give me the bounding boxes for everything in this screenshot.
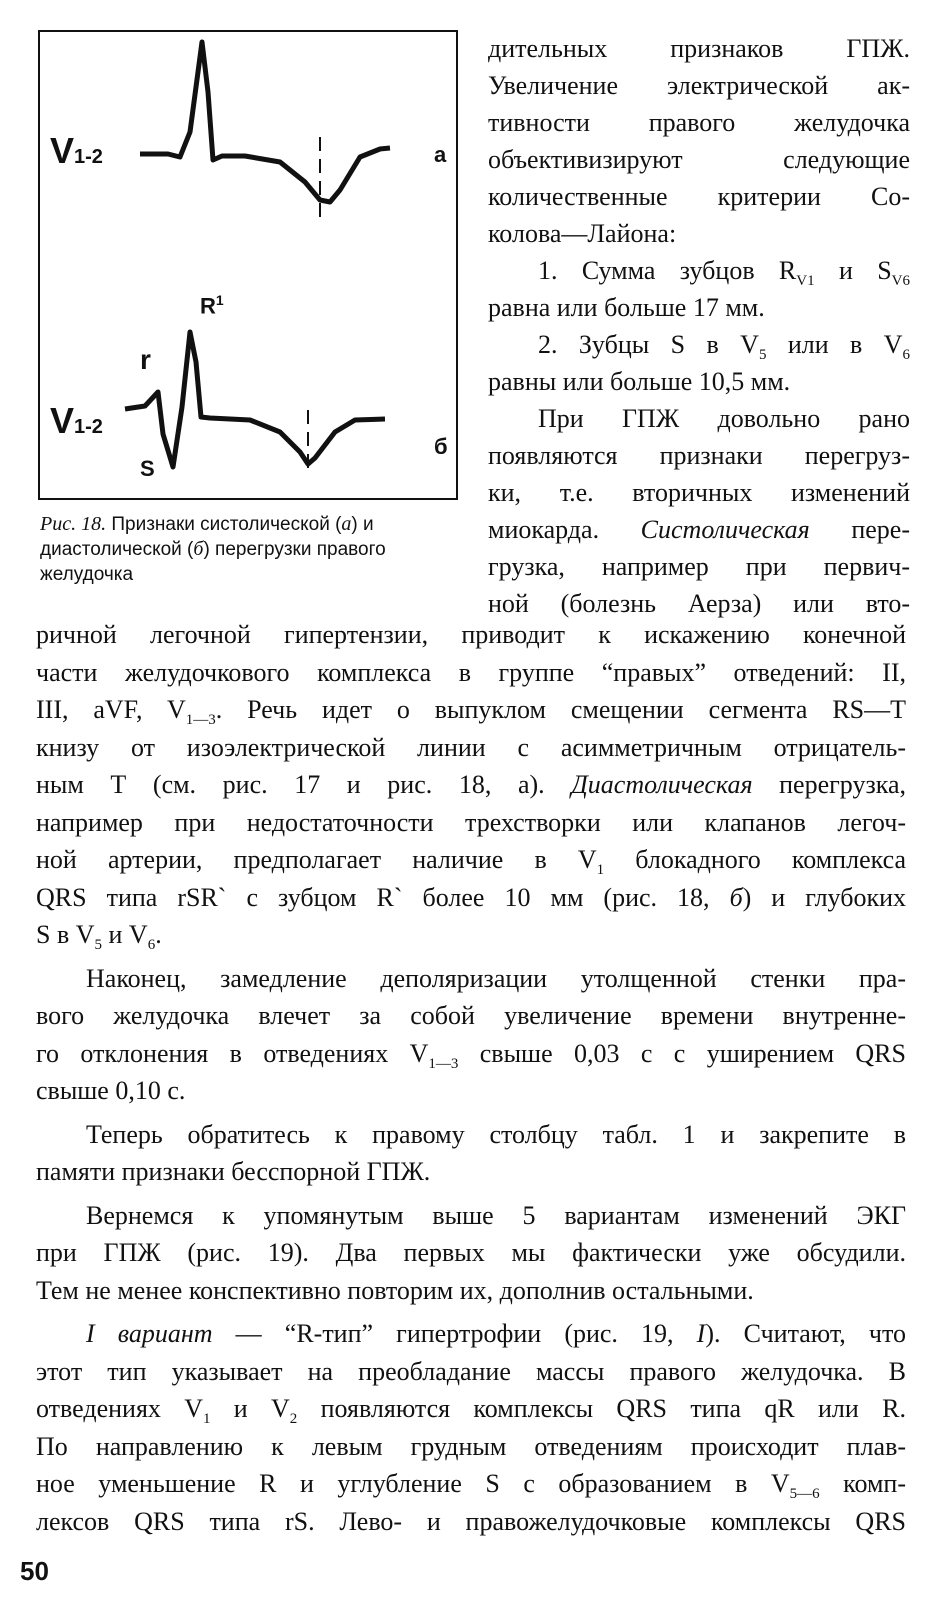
text-line: III, aVF, $V_{1—3}$. Речь идет о выпуклом смещении сегмента RS—T [36, 695, 907, 728]
text-line: количественные критерии Со- [488, 182, 910, 211]
text-line: части желудочкового комплекса в группе “правых” отведений: II, [36, 657, 906, 687]
ecg-trace-a [140, 42, 390, 202]
criterion-2: 2. Зубцы S в $V_5$ или в $V_6$ [538, 330, 911, 363]
text-line: памяти признаки бесспорной ГПЖ. [36, 1157, 431, 1186]
text-line: ки, т.е. вторичных изменений [488, 478, 910, 507]
text-line: Вернемся к упомянутым выше 5 вариантам изменений ЭКГ [86, 1200, 906, 1230]
text-line: например при недостаточности трехстворки или клапанов легоч- [36, 807, 906, 837]
page-number: 50 [20, 1556, 49, 1586]
ecg-figure [38, 30, 458, 500]
lead-label-a: V1-2 [50, 130, 103, 171]
main-text [36, 616, 906, 1540]
text-line: ной (болезнь Аерза) или вто- [488, 589, 910, 618]
text-line: появляются признаки перегруз- [488, 441, 910, 470]
text-line: книзу от изоэлектрической линии с асимметричным отрицатель- [36, 732, 906, 762]
panel-letter-a: a [434, 142, 447, 167]
text-line: объективизируют следующие [488, 145, 910, 174]
text-line: I вариант — “R-тип” гипертрофии (рис. 19, I). Считают, что [86, 1319, 906, 1348]
text-line: ное уменьшение R и углубление S с образованием в $V_{5—6}$ комп- [36, 1469, 906, 1502]
text-line: Наконец, замедление деполяризации утолщенной стенки пра- [86, 963, 906, 993]
text-line: S в $V_5$ и $V_6$. [36, 920, 162, 953]
r-prime-label: $R^1$ [200, 292, 224, 319]
text-line: ной артерии, предполагает наличие в $V_1$ блокадного комплекса [36, 845, 906, 878]
text-line: Теперь обратитесь к правому столбцу табл. 1 и закрепите в [86, 1119, 906, 1149]
lead-label-b: V1-2 [50, 400, 103, 441]
text-line: равна или больше 17 мм. [488, 293, 765, 322]
text-line: этот тип указывает на преобладание массы правого желудочка. В [36, 1356, 906, 1386]
text-line: При ГПЖ довольно рано [538, 404, 910, 433]
text-line: По направлению к левым грудным отведениям происходит плав- [36, 1431, 906, 1461]
text-line: грузка, например при первич- [488, 552, 910, 581]
text-line: ричной легочной гипертензии, приводит к искажению конечной [36, 620, 906, 649]
text-line: отведениях $V_1$ и $V_2$ появляются комплексы QRS типа qR или R. [36, 1394, 906, 1427]
text-line: тивности правого желудочка [488, 108, 910, 137]
text-line: равны или больше 10,5 мм. [488, 367, 791, 396]
criterion-1: 1. Сумма зубцов $R_{V1}$ и $S_{V6}$ [538, 256, 911, 289]
s-wave-label: S [140, 456, 155, 481]
ecg-trace-b [125, 332, 385, 467]
figure-caption: Рис. 18. Признаки систолической (а) и диастолической (б) перегрузки правого желудочка [40, 513, 386, 585]
text-line: лексов QRS типа rS. Лево- и правожелудочковые комплексы QRS [36, 1506, 906, 1536]
text-line: QRS типа rSR` с зубцом R` более 10 мм (рис. 18, б) и глубоких [36, 882, 906, 912]
text-line: миокарда. Систолическая пере- [488, 515, 911, 544]
text-line: при ГПЖ (рис. 19). Два первых мы фактически уже обсудили. [36, 1238, 906, 1267]
text-line: Тем не менее конспективно повторим их, дополнив остальными. [36, 1275, 754, 1305]
text-line: свыше 0,10 с. [36, 1076, 186, 1105]
text-line: дительных признаков ГПЖ. [488, 34, 910, 63]
text-line: Увеличение электрической ак- [488, 71, 910, 100]
text-line: вого желудочка влечет за собой увеличение времени внутренне- [36, 1001, 906, 1030]
panel-letter-b: б [434, 434, 448, 459]
text-line: колова—Лайона: [488, 219, 677, 248]
text-line: ным Т (см. рис. 17 и рис. 18, а). Диастолическая перегрузка, [36, 770, 906, 799]
text-line: го отклонения в отведениях $V_{1—3}$ свыше 0,03 с с уширением QRS [36, 1038, 906, 1072]
r-small-label: r [140, 344, 151, 375]
right-column [488, 30, 910, 622]
